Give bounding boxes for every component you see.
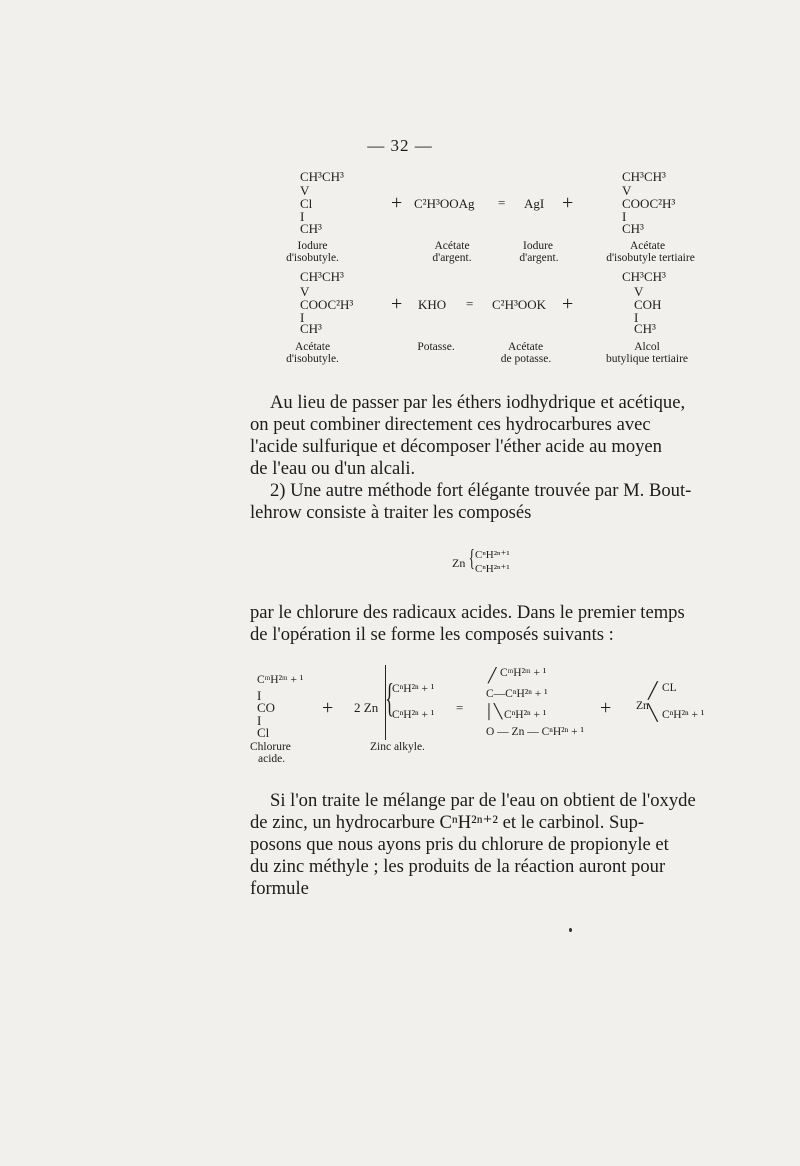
brace: { bbox=[468, 546, 475, 572]
caption: Zinc alkyle. bbox=[370, 741, 425, 753]
chlorine-label: CL bbox=[662, 682, 677, 694]
caption: butylique tertiaire bbox=[605, 353, 689, 365]
formula-top: CH³CH³ bbox=[622, 169, 666, 184]
text-line: posons que nous ayons pris du chlorure de propionyle et bbox=[250, 834, 669, 855]
formula-top: CH³CH³ bbox=[300, 169, 344, 184]
text-line: Si l'on traite le mélange par de l'eau on obtient de l'oxyde bbox=[270, 790, 696, 811]
formula-group: C—CⁿH²ⁿ + ¹ bbox=[486, 688, 548, 700]
text-line: du zinc méthyle ; les produits de la réaction auront pour bbox=[250, 856, 666, 877]
text-line bbox=[250, 812, 707, 834]
text-line: de l'opération il se forme les composés suivants : bbox=[250, 624, 614, 645]
text-line: lehrow consiste à traiter les composés bbox=[250, 502, 532, 523]
bond-line: │╲ bbox=[484, 705, 503, 720]
formula-group: COH bbox=[634, 297, 662, 312]
plus-sign: + bbox=[600, 697, 612, 719]
plus-sign: + bbox=[391, 293, 403, 315]
formula-branch: V bbox=[634, 284, 644, 299]
caption: Iodure bbox=[297, 240, 328, 252]
zinc-symbol: Zn bbox=[452, 556, 466, 570]
coefficient-zinc: 2 Zn bbox=[354, 700, 379, 715]
formula-top: CᵐH²ᵐ + ¹ bbox=[500, 667, 547, 679]
product-formula: AgI bbox=[524, 196, 545, 211]
text-line: formule bbox=[250, 878, 309, 899]
caption: d'isobutyle tertiaire bbox=[606, 252, 695, 264]
equals-sign: = bbox=[498, 195, 506, 210]
brace: { bbox=[385, 675, 394, 720]
caption: Iodure bbox=[522, 240, 553, 252]
caption: Chlorure bbox=[250, 741, 291, 753]
alkyl-group: CⁿH²ⁿ + ¹ bbox=[504, 709, 547, 721]
text-line: 2) Une autre méthode fort élégante trouvée par M. Bout- bbox=[270, 480, 692, 501]
text-line: Au lieu de passer par les éthers iodhydrique et acétique, bbox=[270, 392, 686, 413]
formula-group: Cl bbox=[300, 196, 313, 211]
formula-bond: I bbox=[257, 713, 262, 728]
bond-line: ╱ bbox=[648, 683, 658, 700]
plus-sign: + bbox=[322, 697, 334, 719]
text-segment: et le carbinol. Sup- bbox=[498, 812, 645, 833]
equals-sign: = bbox=[466, 296, 474, 311]
formula-group: COOC²H³ bbox=[622, 196, 676, 211]
text-line: de l'eau ou d'un alcali. bbox=[250, 458, 416, 479]
alkyl-group: CⁿH²ⁿ⁺¹ bbox=[475, 563, 510, 575]
text-line: l'acide sulfurique et décomposer l'éther acide au moyen bbox=[250, 436, 662, 457]
text-line: par le chlorure des radicaux acides. Dans le premier temps bbox=[250, 602, 685, 623]
paragraph-boutlehrow bbox=[250, 480, 707, 524]
caption: Acétate bbox=[629, 240, 666, 252]
caption: Acétate bbox=[294, 341, 331, 353]
paragraph-first-stage bbox=[250, 602, 707, 646]
zinc-symbol: Zn bbox=[636, 700, 649, 712]
formula-top: CᵐH²ᵐ + ¹ bbox=[257, 674, 304, 686]
formula-bond: I bbox=[300, 310, 305, 325]
plus-sign: + bbox=[391, 192, 403, 214]
formula-group: CO bbox=[257, 700, 276, 715]
caption: Acétate bbox=[434, 240, 470, 252]
formula-bond: I bbox=[300, 209, 305, 224]
caption: acide. bbox=[258, 753, 286, 765]
formula-bottom: CH³ bbox=[300, 221, 322, 236]
caption: Potasse. bbox=[417, 341, 455, 353]
text-segment: de zinc, un hydrocarbure bbox=[250, 812, 440, 833]
caption: de potasse. bbox=[500, 353, 552, 365]
formula-bottom: CH³ bbox=[622, 221, 644, 236]
bond-line: ╱ bbox=[488, 669, 497, 684]
formula-branch: V bbox=[300, 183, 310, 198]
alkyl-group: CⁿH²ⁿ + ¹ bbox=[392, 709, 435, 721]
alkyl-group: CⁿH²ⁿ + ¹ bbox=[392, 683, 435, 695]
caption: d'argent. bbox=[519, 252, 559, 264]
formula-group: COOC²H³ bbox=[300, 297, 354, 312]
formula-bottom: CH³ bbox=[634, 321, 656, 336]
formula-bottom: CH³ bbox=[300, 321, 322, 336]
hydrocarbon-formula: CⁿH²ⁿ⁺² bbox=[439, 812, 498, 833]
caption: Alcol bbox=[634, 341, 660, 353]
product-formula: C²H³OOK bbox=[492, 297, 547, 312]
plus-sign: + bbox=[562, 192, 574, 214]
caption: Acétate bbox=[507, 341, 544, 353]
caption: d'isobutyle. bbox=[286, 353, 339, 365]
caption: d'argent. bbox=[432, 252, 472, 264]
ink-speck bbox=[569, 928, 572, 932]
formula-branch: V bbox=[622, 183, 632, 198]
page-number: — 32 — bbox=[367, 136, 433, 155]
formula-bond: I bbox=[257, 688, 262, 703]
formula-bottom: O — Zn — CⁿH²ⁿ + ¹ bbox=[486, 726, 584, 738]
formula-top: CH³CH³ bbox=[622, 269, 666, 284]
alkyl-group: CⁿH²ⁿ + ¹ bbox=[662, 709, 705, 721]
reagent-formula: KHO bbox=[418, 297, 447, 312]
bond-line: ╲ bbox=[648, 705, 658, 722]
formula-bond: I bbox=[622, 209, 627, 224]
formula-branch: V bbox=[300, 284, 310, 299]
plus-sign: + bbox=[562, 293, 574, 315]
caption: d'isobutyle. bbox=[286, 252, 339, 264]
paragraph-combination bbox=[250, 392, 707, 480]
text-line: on peut combiner directement ces hydrocarbures avec bbox=[250, 414, 651, 435]
formula-bond: I bbox=[634, 310, 639, 325]
formula-bottom: Cl bbox=[257, 725, 270, 740]
formula-top: CH³CH³ bbox=[300, 269, 344, 284]
equals-sign: = bbox=[456, 700, 464, 715]
paragraph-hydrolysis bbox=[250, 790, 707, 900]
reagent-formula: C²H³OOAg bbox=[414, 196, 475, 211]
alkyl-group: CⁿH²ⁿ⁺¹ bbox=[475, 549, 510, 561]
